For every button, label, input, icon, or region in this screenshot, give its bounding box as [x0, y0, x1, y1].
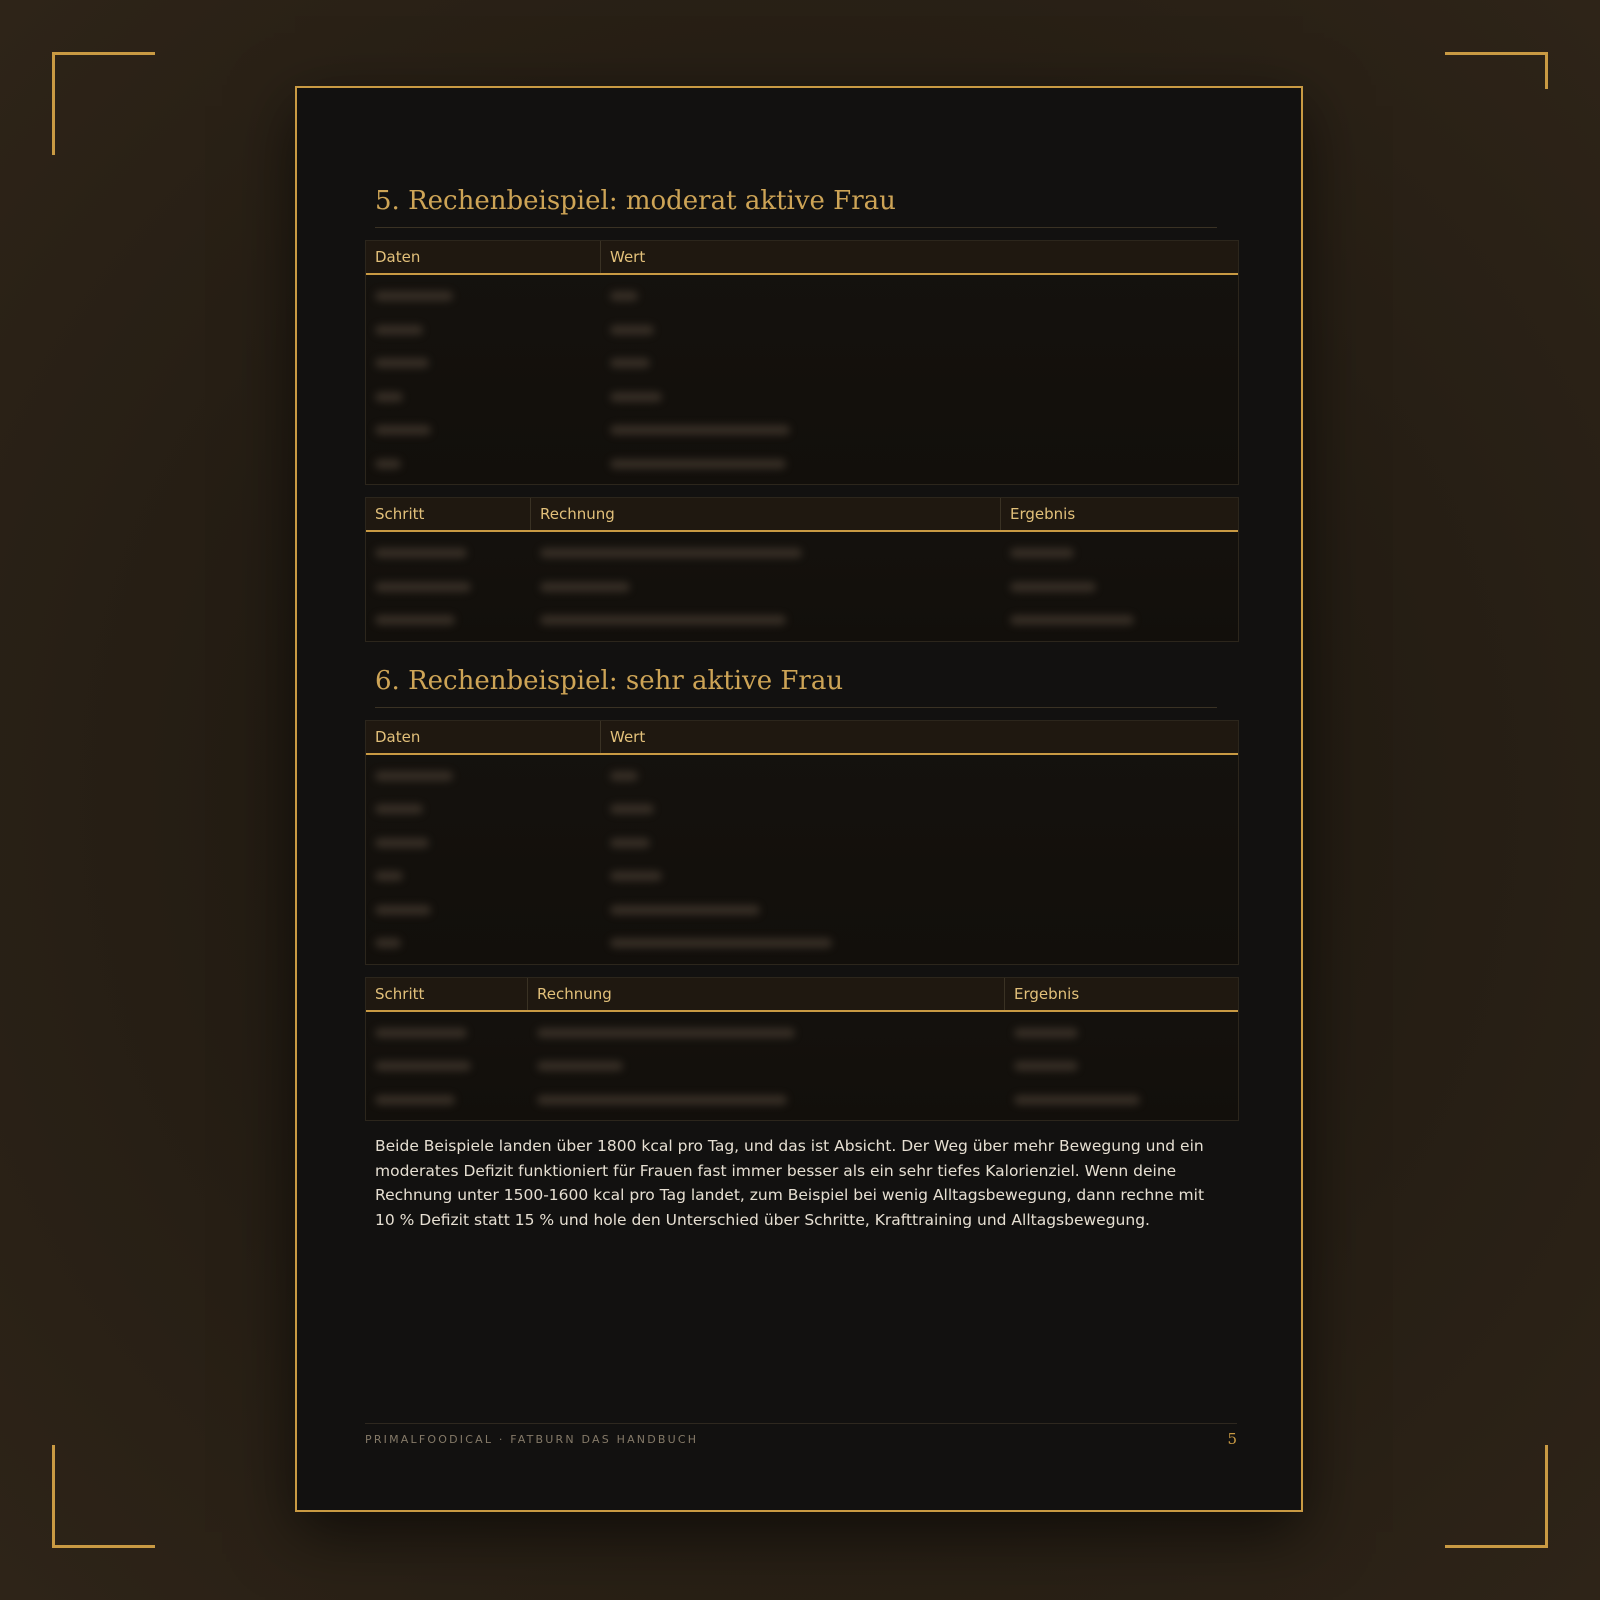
table-row — [366, 826, 1238, 860]
table-header — [366, 978, 1238, 1012]
corner-bracket-top-right — [1445, 52, 1548, 89]
column-header-schritt: Schritt — [366, 978, 528, 1010]
column-header-wert: Wert — [610, 248, 646, 266]
table-row — [366, 1083, 1238, 1117]
section-6-calc-table — [365, 977, 1239, 1122]
column-header-daten: Daten — [366, 241, 601, 273]
section-6-title: 6. Rechenbeispiel: sehr aktive Frau — [375, 664, 1217, 708]
section-5-data-table — [365, 240, 1239, 485]
table-row — [366, 792, 1238, 826]
section-6-data-table — [365, 720, 1239, 965]
page-content — [365, 184, 1237, 1232]
table-row — [366, 859, 1238, 893]
column-header-daten: Daten — [366, 721, 601, 753]
section-5-calc-table — [365, 497, 1239, 642]
table-body-redacted — [366, 755, 1238, 964]
table-row — [366, 1049, 1238, 1083]
column-header-schritt: Schritt — [366, 498, 531, 530]
column-header-wert: Wert — [610, 727, 646, 746]
corner-bracket-bottom-right — [1445, 1445, 1548, 1548]
page-footer — [365, 1423, 1237, 1448]
table-row — [366, 346, 1238, 380]
table-body-redacted — [366, 275, 1238, 484]
table-header — [366, 498, 1238, 532]
table-row — [366, 570, 1238, 604]
document-page — [295, 86, 1303, 1512]
table-body-redacted — [366, 532, 1238, 641]
column-header-ergebnis: Ergebnis — [1010, 505, 1076, 523]
table-row — [366, 447, 1238, 481]
page-number: 5 — [1227, 1430, 1237, 1448]
table-body-redacted — [366, 1012, 1238, 1121]
summary-paragraph: Beide Beispiele landen über 1800 kcal pro Tag, und das ist Absicht. Der Weg über mehr Bewegung und ein moderates Defizit funktioniert für Frauen fast immer besser als ein sehr tiefes Kalorienziel. Wenn deine Rechnung unter 1500-1600 kcal pro Tag landet, zum Beispiel bei wenig Alltagsbewegung, dann rechne mit 10 % Defizit statt 15 % und hole den Unterschied über Schritte, Krafttraining und Alltagsbewegung. — [375, 1137, 1205, 1229]
table-row — [366, 413, 1238, 447]
table-row — [366, 536, 1238, 570]
table-row — [366, 1016, 1238, 1050]
footer-running-title: PRIMALFOODICAL · FATBURN DAS HANDBUCH — [365, 1432, 699, 1446]
corner-bracket-top-left — [52, 52, 155, 155]
table-row — [366, 603, 1238, 637]
column-header-rechnung: Rechnung — [531, 498, 1001, 530]
table-row — [366, 279, 1238, 313]
column-header-ergebnis: Ergebnis — [1014, 984, 1080, 1003]
table-header — [366, 241, 1238, 275]
table-row — [366, 893, 1238, 927]
table-header — [366, 721, 1238, 755]
table-row — [366, 380, 1238, 414]
section-5-title: 5. Rechenbeispiel: moderat aktive Frau — [375, 184, 1217, 228]
table-row — [366, 759, 1238, 793]
table-row — [366, 313, 1238, 347]
table-row — [366, 926, 1238, 960]
corner-bracket-bottom-left — [52, 1445, 155, 1548]
column-header-rechnung: Rechnung — [528, 978, 1005, 1010]
